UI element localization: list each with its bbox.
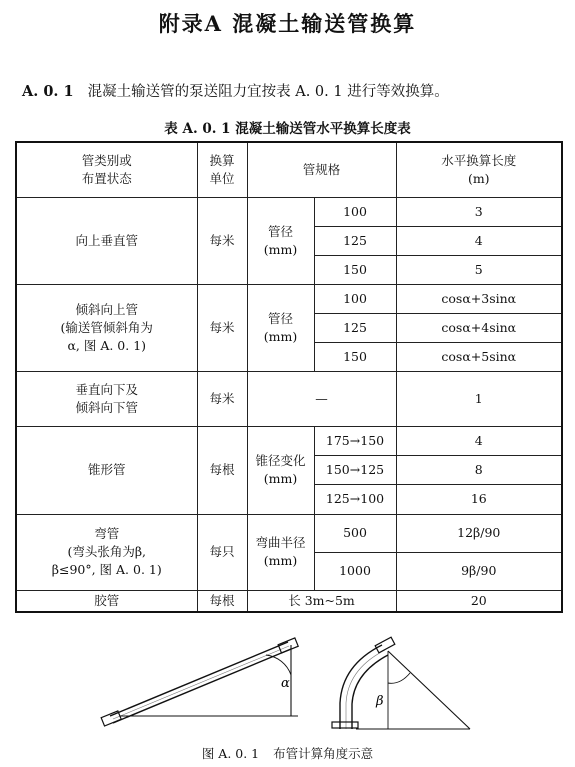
size-cell: 150 <box>314 256 396 285</box>
size-cell: 150→125 <box>314 456 396 485</box>
clause-number: A. 0. 1 <box>22 83 74 100</box>
size-cell: 150 <box>314 343 396 372</box>
length-cell: 4 <box>396 227 562 256</box>
size-cell: 175→150 <box>314 427 396 456</box>
table-row <box>16 198 562 227</box>
spec-cell: 长 3m~5m <box>247 590 396 612</box>
length-cell: 5 <box>396 256 562 285</box>
table-row <box>16 590 562 612</box>
header-type: 管类别或 布置状态 <box>16 142 197 198</box>
spec-cell: — <box>247 372 396 427</box>
size-cell: 100 <box>314 285 396 314</box>
alpha-label: α <box>281 676 290 691</box>
length-cell: 9β/90 <box>396 552 562 590</box>
figure-caption-text: 布管计算角度示意 <box>273 746 374 761</box>
table-row <box>16 427 562 456</box>
unit-cell: 每米 <box>197 198 247 285</box>
type-bend: 弯管 (弯头张角为β, β≤90°, 图 A. 0. 1) <box>16 514 197 590</box>
length-cell: cosα+3sinα <box>396 285 562 314</box>
conversion-table <box>15 141 563 613</box>
type-hose: 胶管 <box>16 590 197 612</box>
length-cell: cosα+5sinα <box>396 343 562 372</box>
unit-cell: 每根 <box>197 427 247 514</box>
unit-cell: 每米 <box>197 285 247 372</box>
type-taper: 锥形管 <box>16 427 197 514</box>
size-cell: 500 <box>314 514 396 552</box>
type-vertical-down: 垂直向下及 倾斜向下管 <box>16 372 197 427</box>
table-caption: 表 A. 0. 1 混凝土输送管水平换算长度表 <box>164 121 411 137</box>
header-length: 水平换算长度 (m) <box>396 142 562 198</box>
spec-cell: 弯曲半径 (mm) <box>247 514 314 590</box>
clause-a-0-1 <box>22 80 449 101</box>
length-cell: 4 <box>396 427 562 456</box>
figure-caption <box>0 744 575 762</box>
header-unit: 换算 单位 <box>197 142 247 198</box>
unit-cell: 每只 <box>197 514 247 590</box>
unit-cell: 每米 <box>197 372 247 427</box>
table-row <box>16 372 562 427</box>
page-title: 附录A 混凝土输送管换算 <box>158 11 417 36</box>
table-header-row <box>16 142 562 198</box>
length-cell: 3 <box>396 198 562 227</box>
bend-pipe-drawing <box>332 637 470 729</box>
size-cell: 125 <box>314 227 396 256</box>
table-row <box>16 285 562 314</box>
size-cell: 1000 <box>314 552 396 590</box>
spec-cell: 锥径变化 (mm) <box>247 427 314 514</box>
length-cell: 8 <box>396 456 562 485</box>
spec-cell: 管径 (mm) <box>247 198 314 285</box>
length-cell: 20 <box>396 590 562 612</box>
type-inclined-up: 倾斜向上管 (输送管倾斜角为 α, 图 A. 0. 1) <box>16 285 197 372</box>
figure-number: 图 A. 0. 1 <box>201 746 260 761</box>
pipe-angle-figure <box>0 625 575 740</box>
length-cell: 12β/90 <box>396 514 562 552</box>
length-cell: 16 <box>396 485 562 514</box>
inclined-pipe-drawing <box>101 638 298 726</box>
length-cell: cosα+4sinα <box>396 314 562 343</box>
spec-cell: 管径 (mm) <box>247 285 314 372</box>
size-cell: 125 <box>314 314 396 343</box>
header-spec: 管规格 <box>247 142 396 198</box>
length-cell: 1 <box>396 372 562 427</box>
size-cell: 125→100 <box>314 485 396 514</box>
unit-cell: 每根 <box>197 590 247 612</box>
size-cell: 100 <box>314 198 396 227</box>
beta-label: β <box>376 694 384 709</box>
type-vertical-up: 向上垂直管 <box>16 198 197 285</box>
table-row <box>16 514 562 552</box>
clause-text: 混凝土输送管的泵送阻力宜按表 A. 0. 1 进行等效换算。 <box>87 84 449 100</box>
